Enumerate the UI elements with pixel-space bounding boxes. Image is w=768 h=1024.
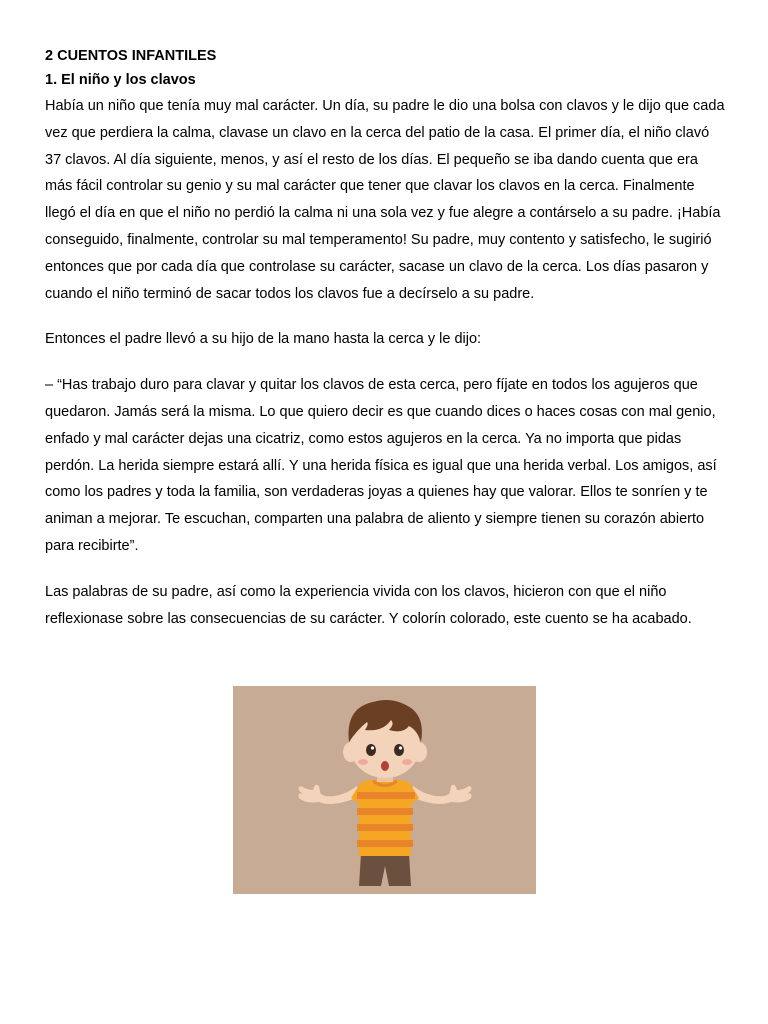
boy-head (343, 700, 427, 778)
boy-shorts (359, 854, 411, 886)
boy-shrugging-illustration (233, 686, 536, 894)
boy-right-arm (409, 785, 472, 804)
boy-left-arm (298, 785, 361, 804)
story-paragraph-2: Entonces el padre llevó a su hijo de la mano hasta la cerca y le dijo: (45, 331, 482, 348)
story-paragraph-1: Había un niño que tenía muy mal carácter. Un día, su padre le dio una bolsa con clavos y le dijo que cada vez que perdiera la calma, clavase un clavo en la cerca del patio de la casa. El primer día, el niño clavó 37 clavos. Al día siguiente, menos, y así el resto de los días. El pequeño se iba dando cuenta que era más fácil controlar su genio y su mal carácter que tener que clavar los clavos en la cerca. Finalmente llegó el día en que el niño no perdió la calma ni una sola vez y fue alegre a contárselo a su padre. ¡Había conseguido, finalmente, controlar su mal temperamento! Su padre, muy contento y satisfecho, le sugirió entonces que por cada día que controlase su carácter, sacase un clavo de la cerca. Los días pasaron y cuando el niño terminó de sacar todos los clavos fue a decírselo a su padre. (45, 98, 725, 302)
document-heading: 2 CUENTOS INFANTILES (45, 48, 217, 64)
story-paragraph-3: – “Has trabajo duro para clavar y quitar los clavos de esta cerca, pero fíjate en todos los agujeros que quedaron. Jamás será la misma. Lo que quiero decir es que cuando dices o haces cosas con mal genio, enfado y mal carácter dejas una cicatriz, como estos agujeros en la cerca. Ya no importa que pidas perdón. La herida siempre estará allí. Y una herida física es igual que una herida verbal. Los amigos, así como los padres y toda la familia, son verdaderas joyas a quienes hay que valorar. Ellos te sonríen y te animan a mejorar. Te escuchan, comparten una palabra de aliento y siempre tienen su corazón abierto para recibirte”. (45, 377, 717, 554)
document-page (45, 44, 725, 651)
boy-striped-shirt (351, 779, 419, 856)
story-title: 1. El niño y los clavos (45, 72, 196, 88)
story-paragraph-4: Las palabras de su padre, así como la experiencia vivida con los clavos, hicieron con que el niño reflexionase sobre las consecuencias de su carácter. Y colorín colorado, este cuento se ha acabado. (45, 583, 692, 627)
